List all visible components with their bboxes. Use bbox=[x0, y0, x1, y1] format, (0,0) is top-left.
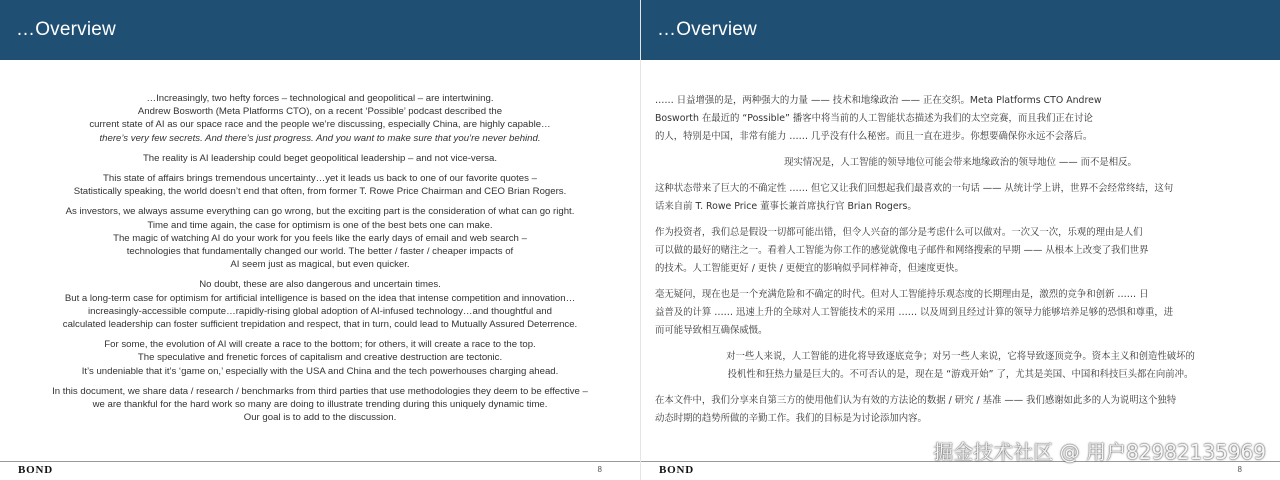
paragraph bbox=[655, 392, 1266, 428]
paragraph bbox=[655, 348, 1266, 384]
text-line: 动态时期的趋势所做的辛勤工作。我们的目标是为讨论添加内容。 bbox=[655, 413, 927, 424]
paragraph bbox=[655, 180, 1266, 216]
text-line: 在本文件中，我们分享来自第三方的使用他们认为有效的方法论的数据 / 研究 / 基准 —— 我们感谢如此多的人为说明这个独特 bbox=[655, 395, 1177, 406]
text-line: …Increasingly, two hefty forces – technological and geopolitical – are intertwining. bbox=[146, 93, 494, 104]
text-line: 益普及的计算 …… 迅速上升的全球对人工智能技术的采用 …… 以及周到且经过计算的领导力能够培养足够的恐惧和尊重，进 bbox=[655, 307, 1174, 318]
text-line: This state of affairs brings tremendous uncertainty…yet it leads us back to one of our favorite quotes – bbox=[103, 173, 537, 185]
slide-chinese bbox=[640, 0, 1280, 480]
paragraph bbox=[14, 278, 626, 331]
text-line: Our goal is to add to the discussion. bbox=[243, 412, 397, 424]
slide-header bbox=[641, 0, 1280, 60]
text-line: As investors, we always assume everything can go wrong, but the exciting part is the consideration of what can go right. bbox=[65, 206, 575, 218]
text-line: 可以做的最好的赌注之一。看着人工智能为你工作的感觉就像电子邮件和网络搜索的早期 —— 从根本上改变了我们世界 bbox=[655, 245, 1149, 256]
text-line: 对一些人来说，人工智能的进化将导致逐底竞争；对另一些人来说，它将导致逐顶竞争。资本主义和创造性破坏的 bbox=[726, 351, 1195, 362]
page-number: 8 bbox=[1237, 465, 1242, 474]
slide-body-text bbox=[655, 92, 1266, 436]
text-line: AI seem just as magical, but even quicker. bbox=[230, 259, 410, 271]
text-line: No doubt, these are also dangerous and uncertain times. bbox=[199, 279, 441, 291]
paragraph bbox=[14, 152, 626, 165]
footer-divider bbox=[0, 461, 640, 462]
paragraph bbox=[655, 224, 1266, 278]
text-line: The speculative and frenetic forces of capitalism and creative destruction are tectonic. bbox=[137, 352, 503, 364]
text-line: Bosworth 在最近的 “Possible” 播客中将当前的人工智能状态描述为我们的太空竞赛，而且我们正在讨论 bbox=[655, 113, 1093, 124]
text-line: 话来自前 T. Rowe Price 董事长兼首席执行官 Brian Rogers。 bbox=[655, 201, 917, 212]
slide-title: …Overview bbox=[16, 19, 116, 40]
text-line: increasingly-accessible compute…rapidly-rising global adoption of AI-infused technology…and thoughtful and bbox=[88, 305, 552, 317]
paragraph bbox=[655, 154, 1266, 172]
text-line: Statistically speaking, the world doesn’t end that often, from former T. Rowe Price Chairman and CEO Brian Rogers. bbox=[73, 186, 567, 198]
paragraph bbox=[14, 338, 626, 378]
text-line: For some, the evolution of AI will create a race to the bottom; for others, it will create a race to the top. bbox=[104, 339, 536, 351]
paragraph bbox=[14, 205, 626, 271]
text-line: …… 日益增强的是，两种强大的力量 —— 技术和地缘政治 —— 正在交织。Meta Platforms CTO Andrew bbox=[655, 95, 1102, 106]
bond-logo: BOND bbox=[18, 464, 53, 476]
text-line: there’s very few secrets. And there’s just progress. And you want to make sure that you’re never behind. bbox=[99, 132, 541, 144]
text-line: 现实情况是，人工智能的领导地位可能会带来地缘政治的领导地位 —— 而不是相反。 bbox=[784, 157, 1137, 168]
bond-logo: BOND bbox=[659, 464, 694, 476]
text-line: 作为投资者，我们总是假设一切都可能出错，但令人兴奋的部分是考虑什么可以做对。一次又一次，乐观的理由是人们 bbox=[655, 227, 1143, 238]
text-line: technologies that fundamentally changed our world. The better / faster / cheaper impacts of bbox=[126, 246, 514, 258]
paragraph bbox=[655, 92, 1266, 146]
slide-body-text bbox=[14, 92, 626, 431]
text-line: we are thankful for the hard work so many are doing to illustrate trending during this uniquely dynamic time. bbox=[92, 399, 548, 411]
paragraph bbox=[655, 286, 1266, 340]
text-line: Time and time again, the case for optimism is one of the best bets one can make. bbox=[147, 219, 493, 231]
text-line: 的人，特别是中国，非常有能力 …… 几乎没有什么秘密。而且一直在进步。你想要确保你永远不会落后。 bbox=[655, 131, 1093, 142]
text-line: But a long-term case for optimism for artificial intelligence is based on the idea that intense competition and innovation… bbox=[64, 292, 576, 304]
text-line: In this document, we share data / research / benchmarks from third parties that use methodologies they deem to be effective – bbox=[52, 385, 588, 397]
text-line: Andrew Bosworth (Meta Platforms CTO), on a recent ‘Possible’ podcast described the bbox=[137, 106, 503, 118]
paragraph bbox=[14, 172, 626, 198]
slide-title: …Overview bbox=[657, 19, 757, 40]
text-line: 而可能导致相互确保威慑。 bbox=[655, 325, 768, 336]
text-line: 投机性和狂热力量是巨大的。不可否认的是，现在是 “游戏开始” 了，尤其是美国、中国和科技巨头都在向前冲。 bbox=[727, 369, 1194, 380]
text-line: 的技术。人工智能更好 / 更快 / 更便宜的影响似乎同样神奇，但速度更快。 bbox=[655, 263, 964, 274]
text-line: The magic of watching AI do your work for you feels like the early days of email and web search – bbox=[113, 232, 527, 244]
text-line: 毫无疑问，现在也是一个充满危险和不确定的时代。但对人工智能持乐观态度的长期理由是，激烈的竞争和创新 …… 日 bbox=[655, 289, 1149, 300]
text-line: 这种状态带来了巨大的不确定性 …… 但它又让我们回想起我们最喜欢的一句话 —— 从统计学上讲，世界不会经常终结，这句 bbox=[655, 183, 1174, 194]
text-line: It’s undeniable that it’s ‘game on,’ especially with the USA and China and the tech powerhouses charging ahead. bbox=[81, 365, 559, 377]
text-line: calculated leadership can foster sufficient trepidation and respect, that in turn, could lead to Mutually Assured Deterrence. bbox=[62, 319, 578, 331]
paragraph bbox=[14, 92, 626, 145]
text-line: current state of AI as our space race and the people we’re discussing, especially China, are highly capable… bbox=[89, 119, 551, 131]
paragraph bbox=[14, 385, 626, 425]
slide-header bbox=[0, 0, 640, 60]
watermark-text: 掘金技术社区 @ 用户82982135969 bbox=[933, 440, 1266, 464]
page-number: 8 bbox=[597, 465, 602, 474]
text-line: The reality is AI leadership could beget geopolitical leadership – and not vice-versa. bbox=[142, 152, 498, 164]
